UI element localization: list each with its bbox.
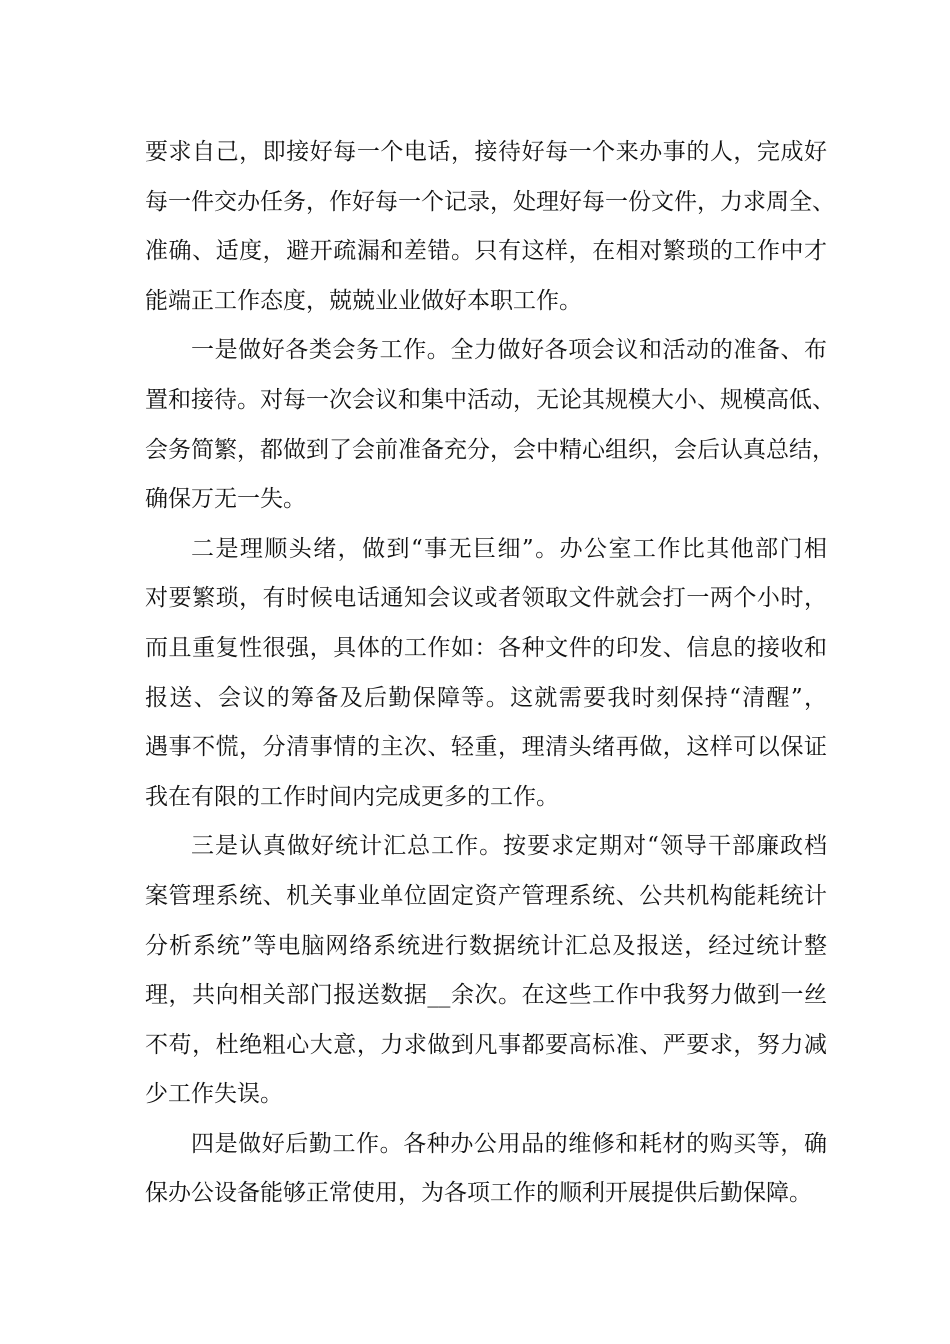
text-line: 案管理系统、机关事业单位固定资产管理系统、公共机构能耗统计 [145, 882, 827, 909]
text-line: 确保万无一失。 [145, 486, 306, 513]
text-line: 报送、会议的筹备及后勤保障等。这就需要我时刻保持“清醒”， [145, 684, 827, 711]
text-line: 四是做好后勤工作。各种办公用品的维修和耗材的购买等，确 [191, 1130, 827, 1157]
text-line: 少工作失误。 [145, 1081, 283, 1108]
text-line: 每一件交办任务，作好每一个记录，处理好每一份文件，力求周全、 [145, 188, 835, 215]
text-line: 我在有限的工作时间内完成更多的工作。 [145, 783, 559, 810]
text-line: 一是做好各类会务工作。全力做好各项会议和活动的准备、布 [191, 337, 827, 364]
text-line: 理，共向相关部门报送数据__余次。在这些工作中我努力做到一丝 [145, 982, 827, 1009]
text-line: 二是理顺头绪，做到“事无巨细”。办公室工作比其他部门相 [191, 535, 827, 562]
text-line: 而且重复性很强，具体的工作如：各种文件的印发、信息的接收和 [145, 634, 827, 661]
paragraph-meeting-work [145, 326, 835, 524]
paragraph-continuation [145, 128, 835, 326]
text-line: 会务简繁，都做到了会前准备充分，会中精心组织，会后认真总结， [145, 436, 835, 463]
text-line: 能端正工作态度，兢兢业业做好本职工作。 [145, 287, 582, 314]
text-line: 要求自己，即接好每一个电话，接待好每一个来办事的人，完成好 [145, 139, 827, 165]
text-line: 不苟，杜绝粗心大意，力求做到凡事都要高标准、严要求，努力减 [145, 1031, 827, 1058]
paragraph-organize-work [145, 525, 827, 823]
text-line: 对要繁琐，有时候电话通知会议或者领取文件就会打一两个小时， [145, 585, 827, 612]
text-line: 置和接待。对每一次会议和集中活动，无论其规模大小、规模高低、 [145, 386, 835, 413]
paragraph-statistics-work [145, 822, 827, 1120]
text-line: 分析系统”等电脑网络系统进行数据统计汇总及报送，经过统计整 [145, 932, 827, 959]
text-line: 准确、适度，避开疏漏和差错。只有这样，在相对繁琐的工作中才 [145, 238, 827, 265]
text-line: 保办公设备能够正常使用，为各项工作的顺利开展提供后勤保障。 [145, 1180, 812, 1207]
paragraph-logistics-work [145, 1120, 827, 1219]
document-body [145, 128, 835, 1219]
text-line: 三是认真做好统计汇总工作。按要求定期对“领导干部廉政档 [191, 833, 827, 860]
text-line: 遇事不慌，分清事情的主次、轻重，理清头绪再做，这样可以保证 [145, 734, 827, 761]
